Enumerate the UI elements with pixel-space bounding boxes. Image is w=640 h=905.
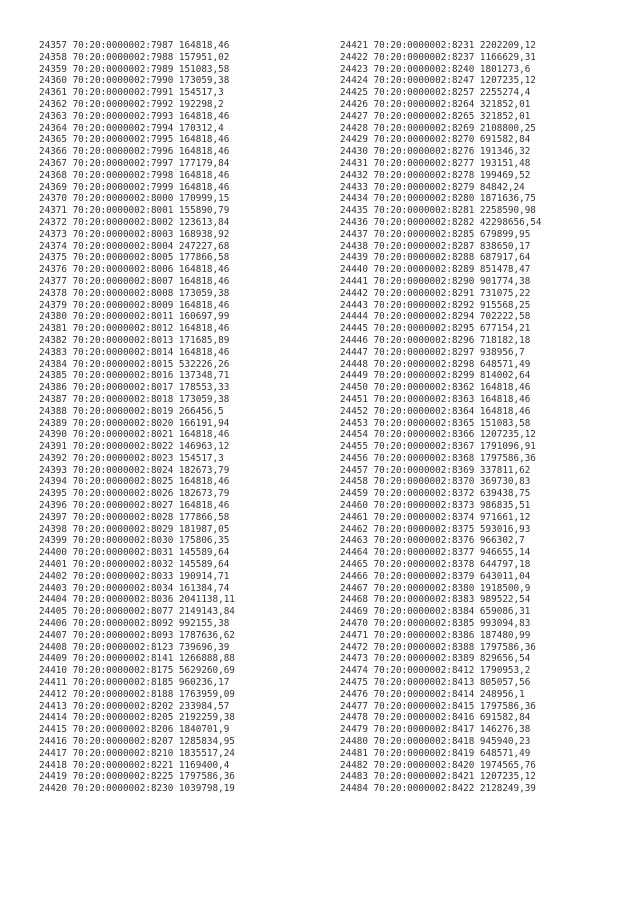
list-item: 24410 70:20:0000002:8175 5629260,69 (39, 665, 235, 677)
list-item: 24439 70:20:0000002:8288 687917,64 (340, 252, 531, 264)
list-item: 24481 70:20:0000002:8419 648571,49 (340, 747, 531, 759)
list-item: 24432 70:20:0000002:8278 199469,52 (340, 169, 531, 181)
list-item: 24385 70:20:0000002:8016 137348,71 (39, 370, 230, 382)
list-item: 24393 70:20:0000002:8024 182673,79 (39, 464, 230, 476)
list-item: 24411 70:20:0000002:8185 960236,17 (39, 677, 230, 689)
list-item: 24408 70:20:0000002:8123 739696,39 (39, 641, 230, 653)
list-item: 24404 70:20:0000002:8036 2041138,11 (39, 594, 235, 606)
list-item: 24412 70:20:0000002:8188 1763959,09 (39, 688, 235, 700)
list-item: 24422 70:20:0000002:8237 1166629,31 (340, 51, 536, 63)
list-item: 24391 70:20:0000002:8022 146963,12 (39, 441, 230, 453)
list-item: 24360 70:20:0000002:7990 173059,38 (39, 75, 230, 87)
list-item: 24429 70:20:0000002:8270 691582,84 (340, 134, 531, 146)
list-item: 24388 70:20:0000002:8019 266456,5 (39, 405, 224, 417)
list-item: 24369 70:20:0000002:7999 164818,46 (39, 181, 230, 193)
list-item: 24361 70:20:0000002:7991 154517,3 (39, 87, 224, 99)
list-item: 24386 70:20:0000002:8017 178553,33 (39, 382, 230, 394)
list-item: 24398 70:20:0000002:8029 181987,05 (39, 523, 230, 535)
list-item: 24403 70:20:0000002:8034 161384,74 (39, 582, 230, 594)
list-item: 24468 70:20:0000002:8383 989522,54 (340, 594, 531, 606)
list-item: 24453 70:20:0000002:8365 151083,58 (340, 417, 531, 429)
list-item: 24446 70:20:0000002:8296 718182,18 (340, 334, 531, 346)
list-item: 24461 70:20:0000002:8374 971661,12 (340, 511, 531, 523)
list-item: 24413 70:20:0000002:8202 233984,57 (39, 700, 230, 712)
list-item: 24415 70:20:0000002:8206 1840701,9 (39, 724, 230, 736)
list-item: 24382 70:20:0000002:8013 171685,89 (39, 334, 230, 346)
list-item: 24414 70:20:0000002:8205 2192259,38 (39, 712, 235, 724)
list-item: 24416 70:20:0000002:8207 1285834,95 (39, 736, 235, 748)
list-item: 24366 70:20:0000002:7996 164818,46 (39, 146, 230, 158)
list-item: 24396 70:20:0000002:8027 164818,46 (39, 500, 230, 512)
list-item: 24482 70:20:0000002:8420 1974565,76 (340, 759, 536, 771)
list-item: 24431 70:20:0000002:8277 193151,48 (340, 157, 531, 169)
list-item: 24359 70:20:0000002:7989 151083,58 (39, 63, 230, 75)
right-column (340, 40, 542, 795)
list-item: 24438 70:20:0000002:8287 838650,17 (340, 240, 531, 252)
list-item: 24402 70:20:0000002:8033 190914,71 (39, 570, 230, 582)
list-item: 24450 70:20:0000002:8362 164818,46 (340, 382, 531, 394)
list-item: 24394 70:20:0000002:8025 164818,46 (39, 476, 230, 488)
list-item: 24407 70:20:0000002:8093 1787636,62 (39, 629, 235, 641)
list-item: 24399 70:20:0000002:8030 175806,35 (39, 535, 230, 547)
list-item: 24365 70:20:0000002:7995 164818,46 (39, 134, 230, 146)
list-item: 24362 70:20:0000002:7992 192298,2 (39, 98, 224, 110)
list-item: 24373 70:20:0000002:8003 168938,92 (39, 228, 230, 240)
list-item: 24428 70:20:0000002:8269 2108800,25 (340, 122, 536, 134)
list-item: 24392 70:20:0000002:8023 154517,3 (39, 452, 224, 464)
list-item: 24458 70:20:0000002:8370 369730,83 (340, 476, 531, 488)
list-item: 24474 70:20:0000002:8412 1790953,2 (340, 665, 531, 677)
list-item: 24447 70:20:0000002:8297 938956,7 (340, 346, 525, 358)
list-item: 24401 70:20:0000002:8032 145589,64 (39, 559, 230, 571)
list-item: 24459 70:20:0000002:8372 639438,75 (340, 488, 531, 500)
list-item: 24378 70:20:0000002:8008 173059,38 (39, 287, 230, 299)
list-item: 24367 70:20:0000002:7997 177179,84 (39, 157, 230, 169)
list-item: 24384 70:20:0000002:8015 532226,26 (39, 358, 230, 370)
list-item: 24479 70:20:0000002:8417 146276,38 (340, 724, 531, 736)
list-item: 24476 70:20:0000002:8414 248956,1 (340, 688, 525, 700)
list-item: 24379 70:20:0000002:8009 164818,46 (39, 299, 230, 311)
list-item: 24464 70:20:0000002:8377 946655,14 (340, 547, 531, 559)
list-item: 24436 70:20:0000002:8282 42298656,54 (340, 216, 542, 228)
list-item: 24434 70:20:0000002:8280 1871636,75 (340, 193, 536, 205)
list-item: 24375 70:20:0000002:8005 177866,58 (39, 252, 230, 264)
list-item: 24395 70:20:0000002:8026 182673,79 (39, 488, 230, 500)
list-item: 24430 70:20:0000002:8276 191346,32 (340, 146, 531, 158)
list-item: 24423 70:20:0000002:8240 1801273,6 (340, 63, 531, 75)
list-item: 24478 70:20:0000002:8416 691582,84 (340, 712, 531, 724)
list-item: 24358 70:20:0000002:7988 157951,02 (39, 51, 230, 63)
list-item: 24455 70:20:0000002:8367 1791096,91 (340, 441, 536, 453)
list-item: 24418 70:20:0000002:8221 1169400,4 (39, 759, 230, 771)
list-item: 24480 70:20:0000002:8418 945940,23 (340, 736, 531, 748)
list-item: 24370 70:20:0000002:8000 170999,15 (39, 193, 230, 205)
list-item: 24364 70:20:0000002:7994 170312,4 (39, 122, 224, 134)
list-item: 24383 70:20:0000002:8014 164818,46 (39, 346, 230, 358)
list-item: 24390 70:20:0000002:8021 164818,46 (39, 429, 230, 441)
list-item: 24467 70:20:0000002:8380 1918500,9 (340, 582, 531, 594)
list-item: 24409 70:20:0000002:8141 1266888,88 (39, 653, 235, 665)
list-item: 24477 70:20:0000002:8415 1797586,36 (340, 700, 536, 712)
list-item: 24377 70:20:0000002:8007 164818,46 (39, 275, 230, 287)
list-item: 24433 70:20:0000002:8279 84842,24 (340, 181, 525, 193)
list-item: 24457 70:20:0000002:8369 337811,62 (340, 464, 531, 476)
list-item: 24452 70:20:0000002:8364 164818,46 (340, 405, 531, 417)
list-item: 24437 70:20:0000002:8285 679899,95 (340, 228, 531, 240)
list-item: 24451 70:20:0000002:8363 164818,46 (340, 393, 531, 405)
list-item: 24454 70:20:0000002:8366 1207235,12 (340, 429, 536, 441)
list-item: 24471 70:20:0000002:8386 187480,99 (340, 629, 531, 641)
list-item: 24426 70:20:0000002:8264 321852,01 (340, 98, 531, 110)
list-item: 24448 70:20:0000002:8298 648571,49 (340, 358, 531, 370)
list-item: 24475 70:20:0000002:8413 805057,56 (340, 677, 531, 689)
list-item: 24465 70:20:0000002:8378 644797,18 (340, 559, 531, 571)
list-item: 24427 70:20:0000002:8265 321852,01 (340, 110, 531, 122)
left-column (39, 40, 235, 795)
list-item: 24376 70:20:0000002:8006 164818,46 (39, 264, 230, 276)
list-item: 24381 70:20:0000002:8012 164818,46 (39, 323, 230, 335)
list-item: 24387 70:20:0000002:8018 173059,38 (39, 393, 230, 405)
list-item: 24380 70:20:0000002:8011 160697,99 (39, 311, 230, 323)
list-item: 24470 70:20:0000002:8385 993094,83 (340, 618, 531, 630)
list-item: 24449 70:20:0000002:8299 814002,64 (340, 370, 531, 382)
list-item: 24417 70:20:0000002:8210 1835517,24 (39, 747, 235, 759)
list-item: 24357 70:20:0000002:7987 164818,46 (39, 40, 230, 51)
list-item: 24466 70:20:0000002:8379 643011,04 (340, 570, 531, 582)
list-item: 24372 70:20:0000002:8002 123613,84 (39, 216, 230, 228)
list-item: 24424 70:20:0000002:8247 1207235,12 (340, 75, 536, 87)
list-item: 24435 70:20:0000002:8281 2258590,98 (340, 205, 536, 217)
list-item: 24405 70:20:0000002:8077 2149143,84 (39, 606, 235, 618)
list-item: 24374 70:20:0000002:8004 247227,68 (39, 240, 230, 252)
list-item: 24444 70:20:0000002:8294 702222,58 (340, 311, 531, 323)
list-item: 24456 70:20:0000002:8368 1797586,36 (340, 452, 536, 464)
list-item: 24440 70:20:0000002:8289 851478,47 (340, 264, 531, 276)
list-item: 24483 70:20:0000002:8421 1207235,12 (340, 771, 536, 783)
list-item: 24421 70:20:0000002:8231 2202209,12 (340, 40, 536, 51)
list-item: 24368 70:20:0000002:7998 164818,46 (39, 169, 230, 181)
list-item: 24443 70:20:0000002:8292 915568,25 (340, 299, 531, 311)
list-item: 24463 70:20:0000002:8376 966302,7 (340, 535, 525, 547)
list-item: 24406 70:20:0000002:8092 992155,38 (39, 618, 230, 630)
list-item: 24425 70:20:0000002:8257 2255274,4 (340, 87, 531, 99)
list-item: 24472 70:20:0000002:8388 1797586,36 (340, 641, 536, 653)
list-item: 24420 70:20:0000002:8230 1039798,19 (39, 783, 235, 795)
list-item: 24445 70:20:0000002:8295 677154,21 (340, 323, 531, 335)
list-item: 24400 70:20:0000002:8031 145589,64 (39, 547, 230, 559)
list-item: 24473 70:20:0000002:8389 829656,54 (340, 653, 531, 665)
list-item: 24371 70:20:0000002:8001 155890,79 (39, 205, 230, 217)
list-item: 24441 70:20:0000002:8290 901774,38 (340, 275, 531, 287)
list-item: 24363 70:20:0000002:7993 164818,46 (39, 110, 230, 122)
list-item: 24389 70:20:0000002:8020 166191,94 (39, 417, 230, 429)
list-item: 24419 70:20:0000002:8225 1797586,36 (39, 771, 235, 783)
list-item: 24460 70:20:0000002:8373 986835,51 (340, 500, 531, 512)
list-item: 24397 70:20:0000002:8028 177866,58 (39, 511, 230, 523)
list-item: 24462 70:20:0000002:8375 593016,93 (340, 523, 531, 535)
list-item: 24484 70:20:0000002:8422 2128249,39 (340, 783, 536, 795)
list-item: 24469 70:20:0000002:8384 659086,31 (340, 606, 531, 618)
list-item: 24442 70:20:0000002:8291 731075,22 (340, 287, 531, 299)
